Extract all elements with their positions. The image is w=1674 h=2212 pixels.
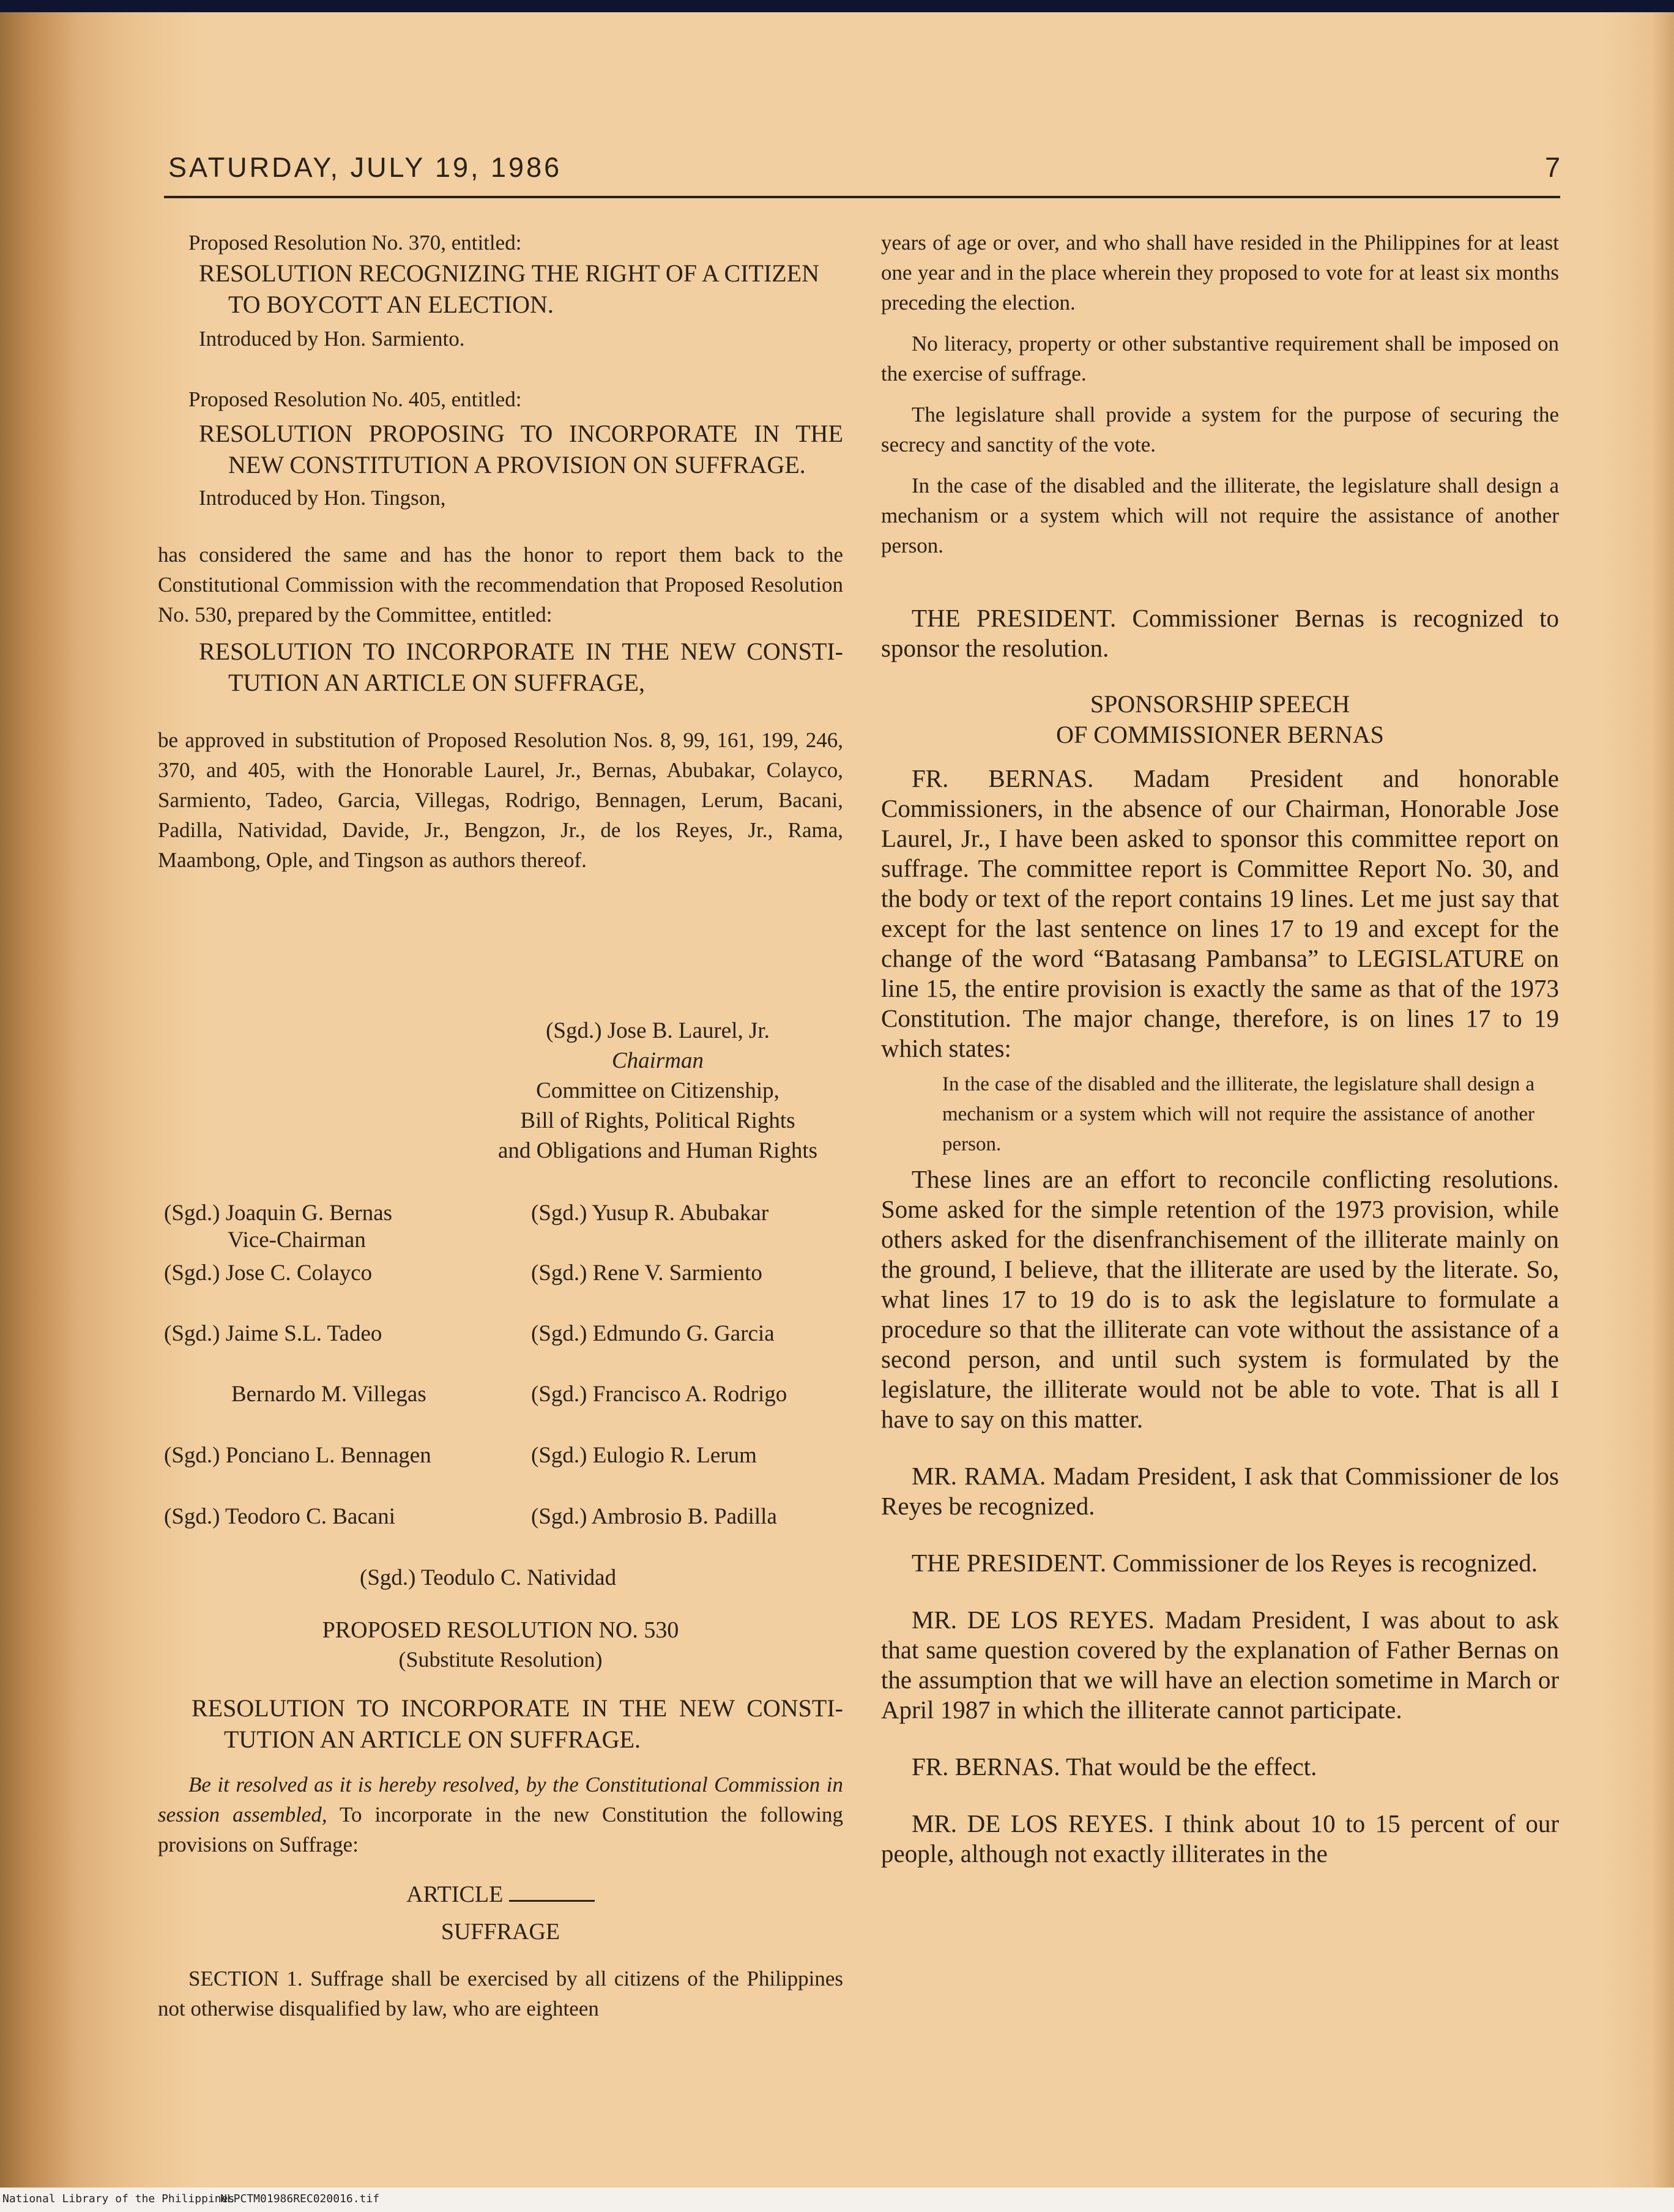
res370-introducer: Introduced by Hon. Sarmiento. — [199, 327, 465, 351]
signature-rodrigo: (Sgd.) Francisco A. Rodrigo — [531, 1382, 787, 1407]
left-column — [158, 228, 843, 875]
sponsorship-title-line1: SPONSORSHIP SPEECH — [1090, 690, 1350, 718]
res405-title-line2: NEW CONSTITUTION A PROVISION ON SUFFRAGE. — [228, 451, 806, 479]
signature-villegas: Bernardo M. Villegas — [231, 1382, 426, 1407]
page-number: 7 — [1545, 152, 1561, 183]
resolved-clause-rest: To incorporate in the new Constitution the following provisions on Suffrage: — [158, 1803, 843, 1856]
signature-lerum: (Sgd.) Eulogio R. Lerum — [531, 1443, 757, 1468]
res405-introducer: Introduced by Hon. Tingson, — [199, 486, 446, 510]
footer-library: National Library of the Philippines — [2, 2192, 235, 2205]
res370-title-line1: RESOLUTION RECOGNIZING THE RIGHT OF A CITIZEN — [199, 259, 820, 287]
scan-footer — [0, 2188, 1674, 2212]
res405-intro: Proposed Resolution No. 405, entitled: — [188, 387, 522, 411]
resolved-clause — [158, 1770, 843, 1860]
chairman-signature — [471, 1016, 844, 1166]
res405-title-line1: RESOLUTION PROPOSING TO INCORPORATE IN THE — [199, 420, 843, 447]
chairman-name: (Sgd.) Jose B. Laurel, Jr. — [546, 1018, 770, 1043]
res530-title-line2: TUTION AN ARTICLE ON SUFFRAGE, — [228, 669, 645, 696]
signature-natividad: (Sgd.) Teodulo C. Natividad — [360, 1565, 617, 1590]
quoted-provision: In the case of the disabled and the illiterate, the legislature shall design a mechanism or a system which will not require the assistance of another person. — [942, 1073, 1534, 1155]
rama-statement: MR. RAMA. Madam President, I ask that Commissioner de los Reyes be recognized. — [881, 1462, 1559, 1520]
bernas-reply: FR. BERNAS. That would be the effect. — [912, 1752, 1317, 1781]
committee-line1: Committee on Citizenship, — [536, 1078, 779, 1103]
bernas-speech-1: FR. BERNAS. Madam President and honorable Commissioners, in the absence of our Chairman, Honorable Jose Laurel, Jr., I have been asked to sponsor this committee report on suffrage. The committee report is Committee Report No. 30, and the body or text of the report contains 19 lines. Let me just say that except for the last sentence on lines 17 to 19 and except for the change of the word “Batasang Pambansa” to LEGISLATURE on line 15, the entire provision is exactly the same as that of the 1973 Constitution. The major change, therefore, is on lines 17 to 19 which states: — [881, 764, 1559, 1062]
article-number-blank — [509, 1894, 595, 1902]
res370-intro: Proposed Resolution No. 370, entitled: — [188, 231, 522, 255]
signature-garcia: (Sgd.) Edmundo G. Garcia — [531, 1321, 775, 1346]
president-recognizes-delosreyes: THE PRESIDENT. Commissioner de los Reyes is recognized. — [912, 1549, 1538, 1577]
pr530-resolution-line1: RESOLUTION TO INCORPORATE IN THE NEW CONSTI- — [192, 1694, 843, 1722]
pr530-subtitle: (Substitute Resolution) — [398, 1647, 603, 1672]
signature-abubakar: (Sgd.) Yusup R. Abubakar — [531, 1201, 769, 1226]
signature-bennagen: (Sgd.) Ponciano L. Bennagen — [164, 1443, 431, 1468]
signature-colayco: (Sgd.) Jose C. Colayco — [164, 1261, 373, 1286]
suffrage-no-literacy: No literacy, property or other substantive requirement shall be imposed on the exercise of suffrage. — [881, 332, 1559, 385]
article-heading — [158, 1879, 843, 1910]
signature-padilla: (Sgd.) Ambrosio B. Padilla — [531, 1504, 777, 1529]
suffrage-heading: SUFFRAGE — [441, 1919, 560, 1945]
footer-filename: NLPCTM01986REC020016.tif — [220, 2192, 380, 2205]
right-column — [881, 228, 1559, 1869]
section-1-text: SECTION 1. Suffrage shall be exercised by all citizens of the Philippines not otherwise disqualified by law, who are eighteen — [158, 1967, 843, 2020]
article-label: ARTICLE — [406, 1882, 504, 1907]
signature-vice-chairman: Vice-Chairman — [228, 1227, 366, 1253]
resolved-clause-italic: Be it resolved as it is hereby resolved, by the Constitutional Commission in session assembled, — [158, 1773, 843, 1827]
suffrage-text-continued: years of age or over, and who shall have resided in the Philippines for at least one year and in the place wherein they proposed to vote for at least six months preceding the election. — [881, 231, 1559, 315]
chairman-title: Chairman — [611, 1048, 704, 1073]
sponsorship-title-line2: OF COMMISSIONER BERNAS — [1056, 721, 1384, 748]
pr530-resolution-line2: TUTION AN ARTICLE ON SUFFRAGE. — [224, 1726, 641, 1753]
approval-paragraph: be approved in substitution of Proposed Resolution Nos. 8, 99, 161, 199, 246, 370, and 405, with the Honorable Laurel, Jr., Bernas, Abubakar, Colayco, Sarmiento, Tadeo, Garcia, Villegas, Rodrigo, Bennagen, Lerum, Bacani, Padilla, Natividad, Davide, Jr., Bengzon, Jr., de los Reyes, Jr., Rama, Maambong, Ople, and Tingson as authors thereof. — [158, 728, 843, 872]
suffrage-disabled-illiterate: In the case of the disabled and the illiterate, the legislature shall design a mechanism or a system which will not require the assistance of another person. — [881, 474, 1559, 557]
top-dark-band — [0, 0, 1674, 12]
delosreyes-statement-1: MR. DE LOS REYES. Madam President, I was about to ask that same question covered by the explanation of Father Bernas on the assumption that we will have an election sometime in March or April 1987 in which the illiterate cannot participate. — [881, 1606, 1559, 1724]
proposed-resolution-530 — [158, 1615, 843, 2024]
header-rule — [164, 196, 1560, 198]
president-recognizes-bernas: THE PRESIDENT. Commissioner Bernas is recognized to sponsor the resolution. — [881, 604, 1559, 662]
res370-title-line2: TO BOYCOTT AN ELECTION. — [228, 291, 554, 318]
signature-tadeo: (Sgd.) Jaime S.L. Tadeo — [164, 1321, 382, 1346]
committee-line3: and Obligations and Human Rights — [497, 1138, 818, 1163]
signature-bernas: (Sgd.) Joaquin G. Bernas — [164, 1201, 393, 1226]
res530-title-line1: RESOLUTION TO INCORPORATE IN THE NEW CONSTI- — [199, 638, 843, 665]
suffrage-secrecy: The legislature shall provide a system for the purpose of securing the secrecy and sanctity of the vote. — [881, 403, 1559, 456]
report-paragraph: has considered the same and has the honor to report them back to the Constitutional Commission with the recommendation that Proposed Resolution No. 530, prepared by the Committee, entitled: — [158, 543, 843, 627]
signature-bacani: (Sgd.) Teodoro C. Bacani — [164, 1504, 395, 1529]
delosreyes-statement-2: MR. DE LOS REYES. I think about 10 to 15 percent of our people, although not exactly illiterates in the — [881, 1809, 1559, 1868]
page-header-date: SATURDAY, JULY 19, 1986 — [168, 152, 562, 183]
committee-line2: Bill of Rights, Political Rights — [520, 1108, 795, 1133]
signature-sarmiento: (Sgd.) Rene V. Sarmiento — [531, 1261, 762, 1286]
bernas-speech-2: These lines are an effort to reconcile conflicting resolutions. Some asked for the simple retention of the 1973 provision, while others asked for the disenfranchisement of the illiterate mainly on the ground, I believe, that the illiterate are used by the literate. So, what lines 17 to 19 do is to ask the legislature to formulate a procedure so that the illiterate can vote without the assistance of a second person, and until such system is formulated by the legislature, the illiterate would not be able to vote. That is all I have to say on this matter. — [881, 1165, 1559, 1433]
document-page — [0, 12, 1674, 2188]
pr530-title: PROPOSED RESOLUTION NO. 530 — [322, 1617, 679, 1643]
